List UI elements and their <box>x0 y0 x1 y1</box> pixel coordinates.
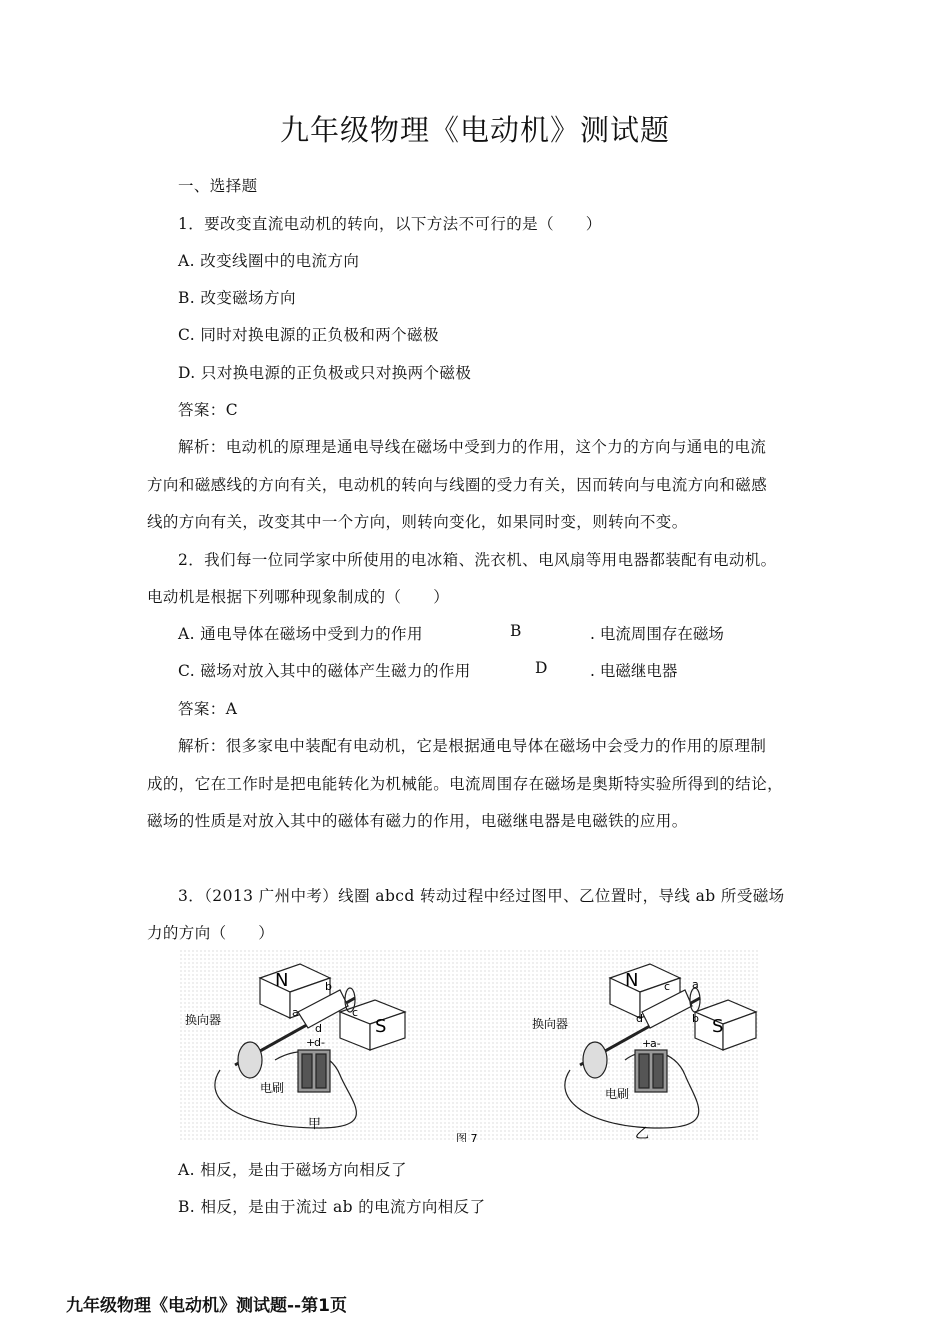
q1-answer: 答案：C <box>178 401 238 419</box>
figure-number: 图 7 <box>456 1132 478 1142</box>
q2-option-b-text: . 电流周围存在磁场 <box>590 625 724 643</box>
coil-label-d: d <box>315 1022 322 1035</box>
n-pole-label: N <box>275 970 289 991</box>
q3-stem-line: 3．（2013 广州中考）线圈 abcd 转动过程中经过图甲、乙位置时，导线 ab 所受磁场 <box>178 887 785 905</box>
q2-analysis-line: 成的，它在工作时是把电能转化为机械能。电流周围存在磁场是奥斯特实验所得到的结论， <box>147 775 784 793</box>
q1-option-b: B. 改变磁场方向 <box>178 289 296 307</box>
coil-label-a: a <box>292 1006 299 1019</box>
brush-label: 电刷 <box>605 1087 630 1101</box>
q1-option-a: A. 改变线圈中的电流方向 <box>178 252 360 270</box>
q2-option-a: A. 通电导体在磁场中受到力的作用 <box>178 625 423 643</box>
coil-label-b: b <box>692 1012 699 1025</box>
coil-label-b: b <box>325 980 332 993</box>
s-pole-label: S <box>712 1016 724 1037</box>
section-heading: 一、选择题 <box>178 177 258 195</box>
q3-stem-line: 力的方向（ ） <box>147 924 275 942</box>
q3-option-b: B. 相反，是由于流过 ab 的电流方向相反了 <box>178 1198 486 1216</box>
motor-figure <box>180 950 760 1142</box>
plus-label: + <box>306 1036 316 1049</box>
caption-yi: 乙 <box>635 1126 649 1142</box>
commutator-label: 换向器 <box>185 1013 222 1027</box>
q2-option-d-letter: D <box>535 659 548 677</box>
q2-analysis-line: 解析：很多家电中装配有电动机，它是根据通电导体在磁场中会受力的作用的原理制 <box>178 737 767 755</box>
q1-option-c: C. 同时对换电源的正负极和两个磁极 <box>178 326 439 344</box>
q2-analysis-line: 磁场的性质是对放入其中的磁体有磁力的作用，电磁继电器是电磁铁的应用。 <box>147 812 688 830</box>
coil-label-a: a <box>692 978 699 991</box>
plus-label: + <box>642 1037 652 1050</box>
minus-label: a- <box>650 1037 661 1050</box>
page-title: 九年级物理《电动机》测试题 <box>279 113 670 147</box>
q2-option-c: C. 磁场对放入其中的磁体产生磁力的作用 <box>178 662 471 680</box>
q1-analysis-line: 线的方向有关，改变其中一个方向，则转向变化，如果同时变，则转向不变。 <box>147 513 688 531</box>
q2-option-d-text: . 电磁继电器 <box>590 662 678 680</box>
q2-option-b-letter: B <box>510 622 522 640</box>
q3-option-a: A. 相反，是由于磁场方向相反了 <box>178 1161 407 1179</box>
coil-label-c: c <box>352 1006 359 1019</box>
s-pole-label: S <box>375 1016 387 1037</box>
page-footer: 九年级物理《电动机》测试题--第1页 <box>66 1296 347 1316</box>
q1-analysis-line: 解析：电动机的原理是通电导线在磁场中受到力的作用，这个力的方向与通电的电流 <box>178 438 767 456</box>
q2-stem-line: 2．我们每一位同学家中所使用的电冰箱、洗衣机、电风扇等用电器都装配有电动机。 <box>178 551 777 569</box>
q2-answer: 答案：A <box>178 700 238 718</box>
commutator-label: 换向器 <box>532 1017 569 1031</box>
q1-option-d: D. 只对换电源的正负极或只对换两个磁极 <box>178 364 472 382</box>
q1-analysis-line: 方向和磁感线的方向有关，电动机的转向与线圈的受力有关，因而转向与电流方向和磁感 <box>147 476 768 494</box>
q2-stem-line: 电动机是根据下列哪种现象制成的（ ） <box>147 588 450 606</box>
brush-label: 电刷 <box>260 1081 285 1095</box>
coil-label-d: d <box>636 1012 643 1025</box>
q1-stem: 1．要改变直流电动机的转向，以下方法不可行的是（ ） <box>178 215 602 233</box>
coil-label-c: c <box>664 980 671 993</box>
n-pole-label: N <box>625 970 639 991</box>
caption-jia: 甲 <box>308 1117 322 1132</box>
minus-label: d- <box>314 1036 325 1049</box>
